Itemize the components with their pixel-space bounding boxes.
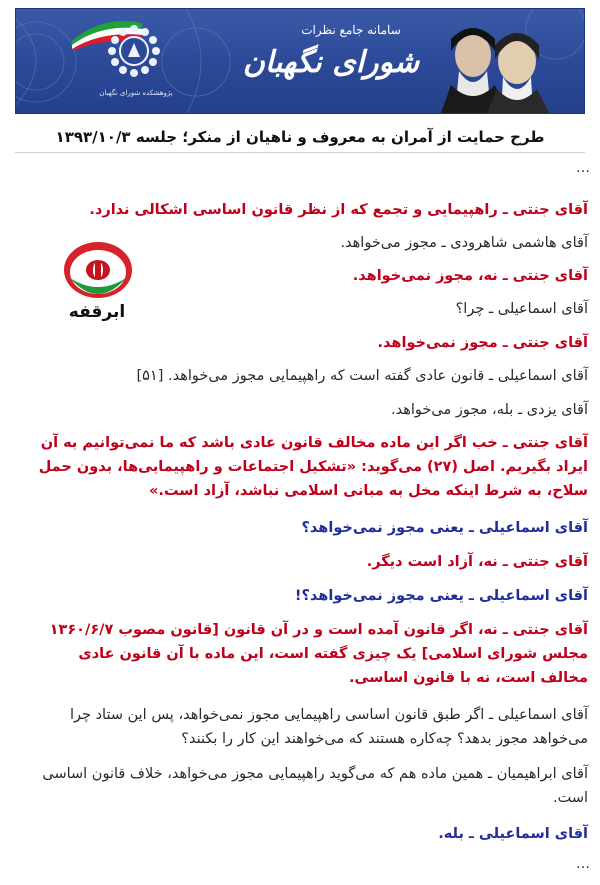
paragraph: آقای اسماعیلی ـ یعنی مجوز نمی‌خواهد؟!: [294, 588, 588, 604]
paragraph: آقای جنتی ـ راهپیمایی و تجمع که از نظر قانون اساسی اشکالی ندارد.: [89, 202, 588, 218]
paragraph: آقای اسماعیلی ـ قانون عادی گفته است که راهپیمایی مجوز می‌خواهد. [۵۱]: [136, 368, 588, 384]
paragraph: آقای اسماعیلی ـ چرا؟: [455, 301, 588, 317]
paragraph: آقای اسماعیلی ـ یعنی مجوز نمی‌خواهد؟: [301, 520, 588, 536]
banner-subtitle: سامانه جامع نظرات: [301, 23, 401, 37]
paragraph: آقای اسماعیلی ـ بله.: [438, 826, 588, 842]
paragraph: آقای جنتی ـ نه، آزاد است دیگر.: [366, 554, 588, 570]
paragraph: آقای یزدی ـ بله، مجوز می‌خواهد.: [391, 402, 588, 418]
paragraph: آقای جنتی ـ مجوز نمی‌خواهد.: [377, 335, 588, 351]
emblem-caption: پژوهشکده شورای نگهبان: [99, 89, 173, 97]
emblem-icon: [106, 23, 162, 79]
paragraph: آقای جنتی ـ نه، اگر قانون آمده است و در آن قانون [قانون مصوب ۱۳۶۰/۶/۷ مجلس شورای اسلامی] یک چیزی گفته است، این ماده با آن قانون عادی مخالف است، نه با قانون اساسی.: [49, 622, 588, 686]
paragraph: آقای جنتی ـ نه، مجوز نمی‌خواهد.: [352, 268, 588, 284]
paragraph: آقای جنتی ـ خب اگر این ماده مخالف قانون عادی باشد که ما نمی‌توانیم به آن ایراد بگیریم. اصل (۲۷) می‌گوید: «تشکیل اجتماعات و راهپیمایی‌ها، بدون حمل سلاح، به شرط اینکه مخل به مبانی اسلامی نباشد، آزاد است.»: [38, 435, 588, 499]
paragraph: آقای ابراهیمیان ـ همین ماده هم که می‌گوید راهپیمایی مجوز می‌خواهد، خلاف قانون اساسی است.: [42, 766, 588, 806]
paragraph: آقای هاشمی شاهرودی ـ مجوز می‌خواهد.: [340, 235, 588, 251]
banner-title: شورای نگهبان: [242, 45, 420, 80]
divider: [15, 152, 585, 153]
portraits-image: [441, 15, 551, 113]
header-banner: [15, 8, 585, 114]
paragraph: آقای اسماعیلی ـ اگر طبق قانون اساسی راهپیمایی مجوز نمی‌خواهد، پس این ستاد چرا می‌خواهد مجوز بدهد؟ چه‌کاره هستند که می‌خواهند این کار را بکنند؟: [70, 707, 588, 747]
trailing-ellipsis: …: [576, 856, 590, 872]
leading-ellipsis: …: [576, 160, 590, 176]
logo-text: ابرقفه: [68, 302, 126, 322]
document-title: طرح حمایت از آمران به معروف و ناهیان از منکر؛ جلسه ۱۳۹۳/۱۰/۳: [55, 128, 545, 146]
